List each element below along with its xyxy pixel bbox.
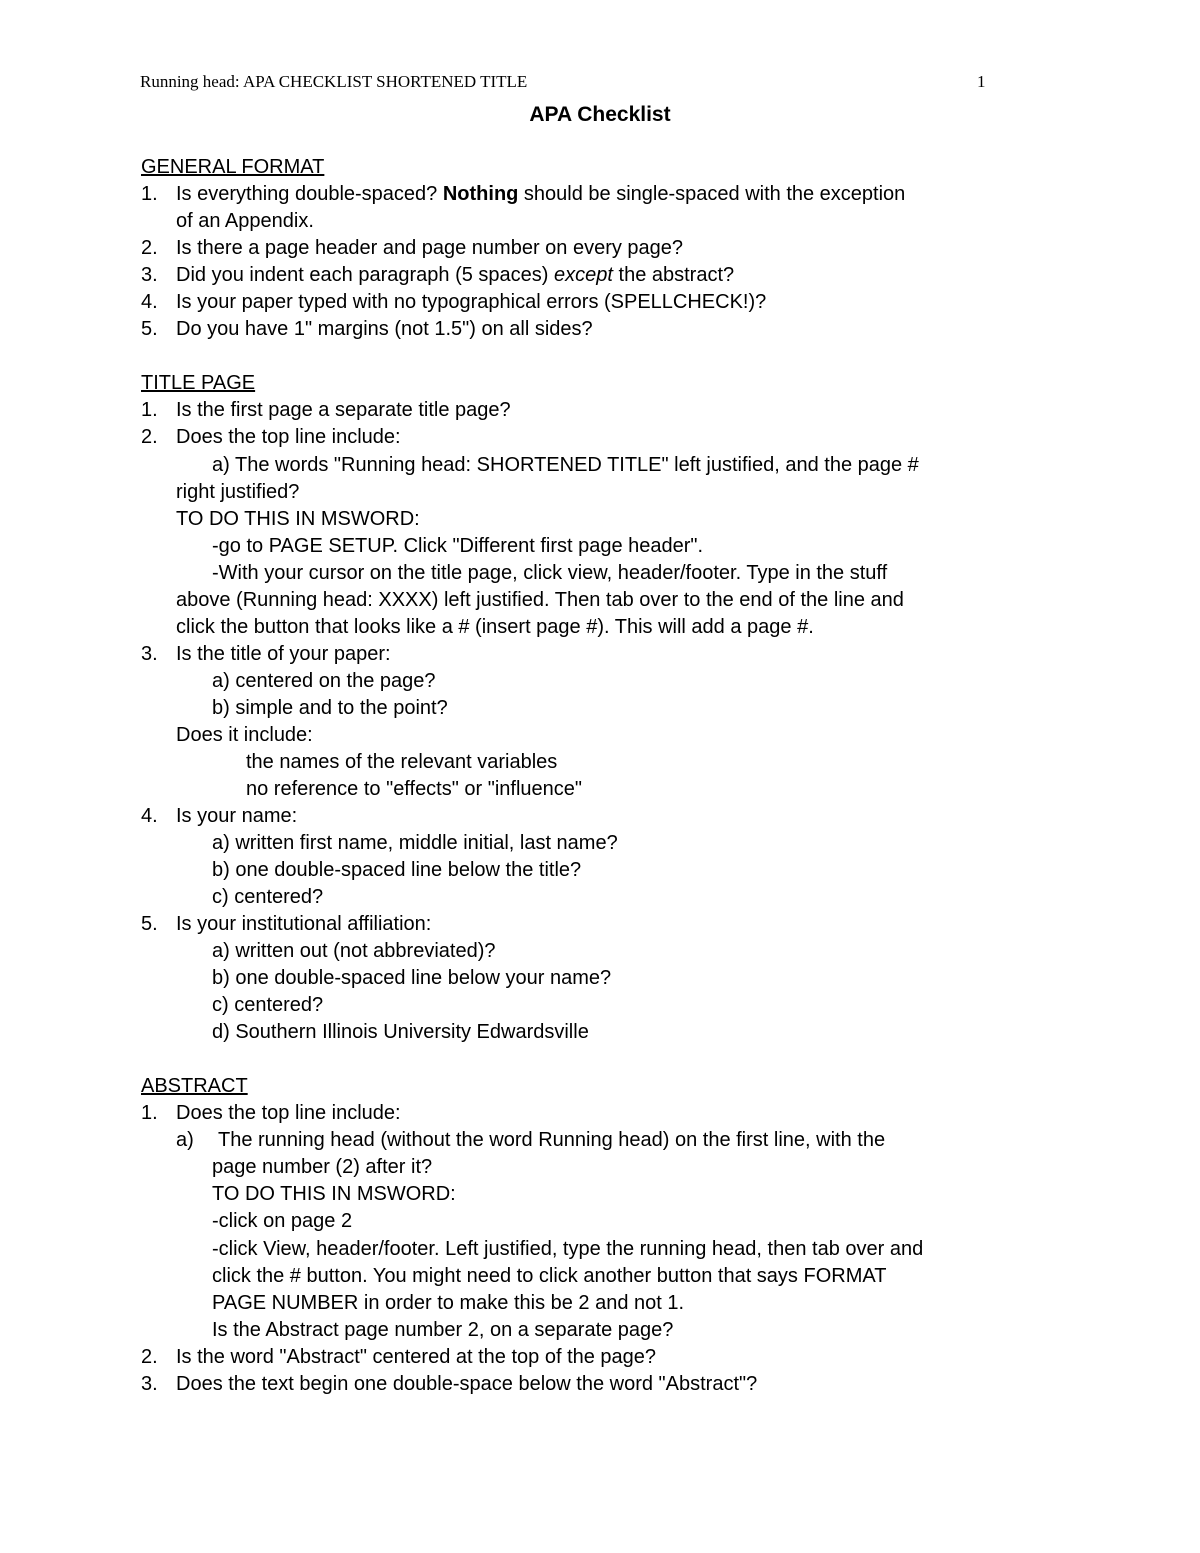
instruction-step: -click View, header/footer. Left justified, type the running head, then tab over and [212, 1238, 924, 1260]
list-item: Does the top line include: [176, 1102, 401, 1124]
list-item: Do you have 1" margins (not 1.5") on all sides? [176, 318, 593, 340]
sub-item: a) written out (not abbreviated)? [212, 940, 496, 962]
instruction-heading: TO DO THIS IN MSWORD: [212, 1183, 456, 1205]
document-title: APA Checklist [529, 103, 671, 126]
list-number: 4. [141, 291, 158, 313]
sub-item: c) centered? [212, 886, 324, 908]
list-number: 1. [141, 399, 158, 421]
page-number: 1 [977, 72, 986, 91]
list-number: 2. [141, 426, 158, 448]
instruction-step: -go to PAGE SETUP. Click "Different first page header". [212, 535, 704, 557]
instruction-step-continuation: PAGE NUMBER in order to make this be 2 and not 1. [212, 1292, 685, 1314]
sub-item-label: a) [176, 1129, 194, 1151]
sub-item: The running head (without the word Running head) on the first line, with the [218, 1129, 886, 1151]
sub-detail: no reference to "effects" or "influence" [246, 778, 582, 800]
instruction-step: -click on page 2 [212, 1210, 353, 1232]
instruction-check: Is the Abstract page number 2, on a separate page? [212, 1319, 674, 1341]
list-item: Does the text begin one double-space below the word "Abstract"? [176, 1373, 758, 1395]
instruction-step-continuation: click the button that looks like a # (insert page #). This will add a page #. [176, 616, 814, 638]
sub-item: b) one double-spaced line below your name? [212, 967, 612, 989]
instruction-step-continuation: above (Running head: XXXX) left justified. Then tab over to the end of the line and [176, 589, 904, 611]
list-item: Is your institutional affiliation: [176, 913, 432, 935]
list-item: Did you indent each paragraph (5 spaces) except the abstract? [176, 264, 735, 286]
instruction-step-continuation: click the # button. You might need to click another button that says FORMAT [212, 1265, 887, 1287]
running-head: Running head: APA CHECKLIST SHORTENED TITLE [140, 72, 528, 91]
sub-item: d) Southern Illinois University Edwardsville [212, 1021, 589, 1043]
sub-item: c) centered? [212, 994, 324, 1016]
sub-item: b) simple and to the point? [212, 697, 448, 719]
sub-item: b) one double-spaced line below the title? [212, 859, 582, 881]
list-item-continuation: of an Appendix. [176, 210, 314, 232]
sub-item: a) centered on the page? [212, 670, 436, 692]
section-heading-general-format: GENERAL FORMAT [141, 156, 325, 178]
list-item: Is there a page header and page number on every page? [176, 237, 684, 259]
instruction-step: -With your cursor on the title page, click view, header/footer. Type in the stuff [212, 562, 888, 584]
list-number: 1. [141, 183, 158, 205]
list-item: Is your paper typed with no typographical errors (SPELLCHECK!)? [176, 291, 767, 313]
list-number: 3. [141, 264, 158, 286]
sub-detail: the names of the relevant variables [246, 751, 558, 773]
emphasis-bold: Nothing [442, 183, 519, 205]
list-item: Is the title of your paper: [176, 643, 391, 665]
list-number: 1. [141, 1102, 158, 1124]
list-item: Is the word "Abstract" centered at the top of the page? [176, 1346, 657, 1368]
list-number: 4. [141, 805, 158, 827]
list-item: Does the top line include: [176, 426, 401, 448]
list-number: 5. [141, 913, 158, 935]
emphasis-italic: except [554, 264, 613, 286]
sub-item-continuation: page number (2) after it? [212, 1156, 433, 1178]
list-number: 5. [141, 318, 158, 340]
sub-item-continuation: right justified? [176, 481, 300, 503]
list-item: Is the first page a separate title page? [176, 399, 511, 421]
list-number: 2. [141, 1346, 158, 1368]
section-heading-abstract: ABSTRACT [141, 1075, 248, 1097]
list-number: 2. [141, 237, 158, 259]
section-heading-title-page: TITLE PAGE [141, 372, 256, 394]
sub-question: Does it include: [176, 724, 313, 746]
instruction-heading: TO DO THIS IN MSWORD: [176, 508, 420, 530]
list-number: 3. [141, 1373, 158, 1395]
list-number: 3. [141, 643, 158, 665]
list-item: Is your name: [176, 805, 298, 827]
sub-item: a) The words "Running head: SHORTENED TITLE" left justified, and the page # [212, 454, 919, 476]
sub-item: a) written first name, middle initial, last name? [212, 832, 618, 854]
list-item: Is everything double-spaced? Nothing should be single-spaced with the exception [176, 183, 906, 205]
